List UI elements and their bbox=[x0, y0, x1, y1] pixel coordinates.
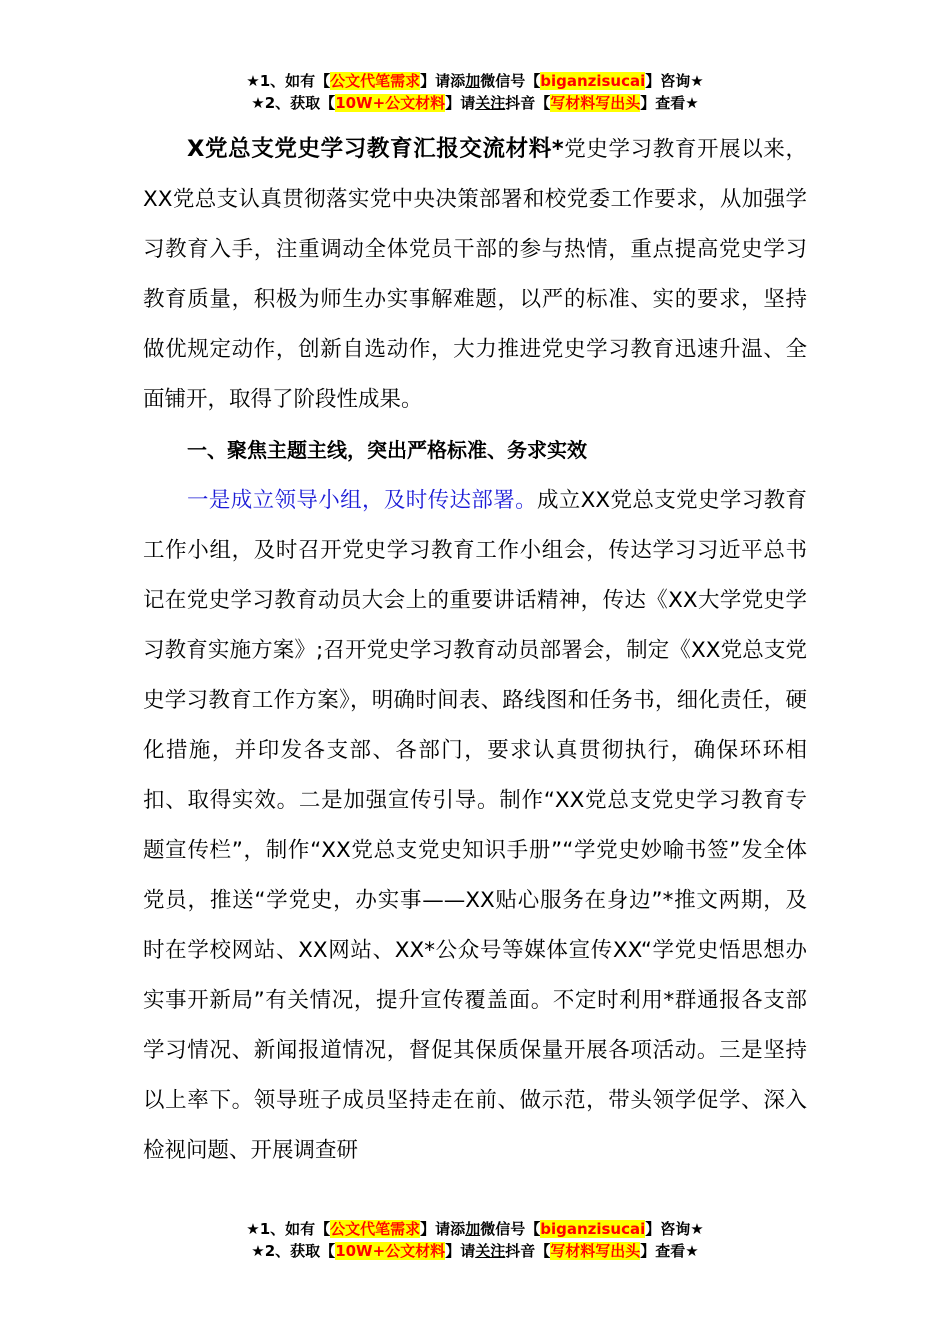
banner-line-1 bbox=[0, 70, 950, 92]
intro-text: 党史学习教育开展以来，XX党总支认真贯彻落实党中央决策部署和校党委工作要求，从加强学习教育入手，注重调动全体党员干部的参与热情，重点提高党史学习教育质量，积极为师生办实事解难题，以严的标准、实的要求，坚持做优规定动作，创新自选动作，大力推进党史学习教育迅速升温、全面铺开，取得了阶段性成果。 bbox=[143, 137, 807, 412]
section-body-text: 成立XX党总支党史学习教育工作小组，及时召开党史学习教育工作小组会，传达学习习近平总书记在党史学习教育动员大会上的重要讲话精神，传达《XX大学党史学习教育实施方案》;召开党史学习教育动员部署会，制定《XX党总支党史学习教育工作方案》，明确时间表、路线图和任务书，细化责任，硬化措施，并印发各支部、各部门，要求认真贯彻执行，确保环环相扣、取得实效。二是加强宣传引导。制作“XX党总支党史学习教育专题宣传栏”，制作“XX党总支党史知识手册”“学党史妙喻书签”发全体党员，推送“学党史，办实事——XX贴心服务在身边”*推文两期，及时在学校网站、XX网站、XX*公众号等媒体宣传XX“学党史悟思想办实事开新局”有关情况，提升宣传覆盖面。不定时利用*群通报各支部学习情况、新闻报道情况，督促其保质保量开展各项活动。三是坚持以上率下。领导班子成员坚持走在前、做示范，带头领学促学、深入检视问题、开展调查研 bbox=[143, 488, 807, 1163]
document-body bbox=[143, 124, 807, 1176]
document-title: X党总支党史学习教育汇报交流材料* bbox=[187, 136, 564, 162]
banner-text: ★1、如有【 bbox=[246, 1220, 331, 1238]
header-banner bbox=[0, 70, 950, 114]
banner-highlight: biganzisucai bbox=[540, 1220, 646, 1238]
banner-highlight: 写材料写出头 bbox=[550, 94, 641, 112]
banner-text: 】查看★ bbox=[640, 1242, 699, 1260]
section-lead-text: 一是成立领导小组，及时传达部署。 bbox=[187, 488, 537, 513]
banner-underlined-text: 加 bbox=[465, 72, 481, 90]
banner-underlined-text: 关注 bbox=[475, 94, 506, 112]
banner-highlight: 10W+公文材料 bbox=[335, 94, 446, 112]
banner-text: ★2、获取【 bbox=[251, 1242, 336, 1260]
banner-text: 微信号【 bbox=[480, 72, 541, 90]
banner-line-2 bbox=[0, 1240, 950, 1262]
banner-highlight: biganzisucai bbox=[540, 72, 646, 90]
banner-text: ★1、如有【 bbox=[246, 72, 331, 90]
banner-text: 】请 bbox=[445, 1242, 476, 1260]
banner-highlight: 公文代笔需求 bbox=[330, 72, 421, 90]
banner-highlight: 公文代笔需求 bbox=[330, 1220, 421, 1238]
banner-text: 抖音【 bbox=[505, 1242, 551, 1260]
banner-highlight: 写材料写出头 bbox=[550, 1242, 641, 1260]
banner-underlined-text: 加 bbox=[465, 1220, 481, 1238]
footer-banner bbox=[0, 1218, 950, 1262]
banner-text: 】请添 bbox=[420, 1220, 466, 1238]
banner-text: 抖音【 bbox=[505, 94, 551, 112]
banner-line-2 bbox=[0, 92, 950, 114]
section-heading bbox=[143, 425, 807, 476]
banner-text: ★2、获取【 bbox=[251, 94, 336, 112]
section-heading-text: 一、聚焦主题主线，突出严格标准、务求实效 bbox=[187, 438, 587, 462]
banner-highlight: 10W+公文材料 bbox=[335, 1242, 446, 1260]
intro-paragraph bbox=[143, 124, 807, 425]
banner-text: 】请添 bbox=[420, 72, 466, 90]
banner-text: 微信号【 bbox=[480, 1220, 541, 1238]
banner-text: 】咨询★ bbox=[645, 1220, 704, 1238]
banner-text: 】请 bbox=[445, 94, 476, 112]
banner-text: 】查看★ bbox=[640, 94, 699, 112]
banner-underlined-text: 关注 bbox=[475, 1242, 506, 1260]
banner-line-1 bbox=[0, 1218, 950, 1240]
section-paragraph bbox=[143, 476, 807, 1176]
banner-text: 】咨询★ bbox=[645, 72, 704, 90]
